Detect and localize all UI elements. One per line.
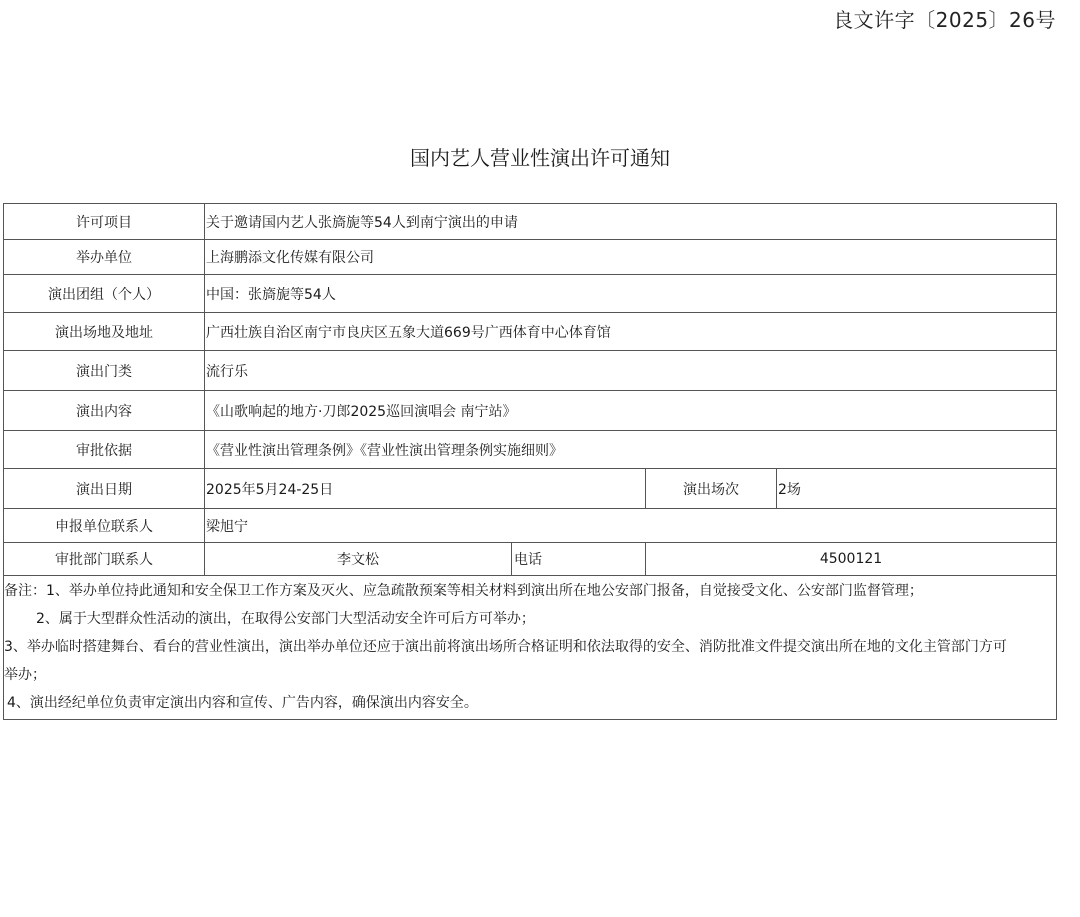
- organizer-value: 上海鹏添文化传媒有限公司: [206, 250, 374, 266]
- date-value: 2025年5月24-25日: [205, 469, 646, 508]
- shows-value: 2场: [778, 481, 801, 498]
- row-permit-item: [4, 204, 1056, 240]
- note-2: 2、属于大型群众性活动的演出，在取得公安部门大型活动安全许可后方可举办；: [36, 611, 535, 627]
- note-1: 备注：1、举办单位持此通知和安全保卫工作方案及灭火、应急疏散预案等相关材料到演出所在地公安部门报备，自觉接受文化、公安部门监督管理；: [4, 583, 923, 599]
- note-3: 3、举办临时搭建舞台、看台的营业性演出，演出举办单位还应于演出前将演出场所合格证明和依法取得的安全、消防批准文件提交演出所在地的文化主管部门方可: [4, 639, 1007, 655]
- row-basis: [4, 431, 1056, 469]
- approver-contact-label: 审批部门联系人: [4, 543, 205, 575]
- content-value: 《山歌响起的地方·刀郎2025巡回演唱会 南宁站》: [206, 403, 517, 420]
- venue-value: 广西壮族自治区南宁市良庆区五象大道669号广西体育中心体育馆: [206, 324, 611, 341]
- shows-label: 演出场次: [646, 469, 777, 508]
- category-value: 流行乐: [206, 363, 248, 380]
- row-approver-contact: [4, 543, 1056, 575]
- date-label: 演出日期: [4, 469, 205, 508]
- notes-section: [3, 576, 1057, 720]
- phone-value: 4500121: [819, 551, 883, 567]
- row-venue: [4, 313, 1056, 351]
- note-4: 4、演出经纪单位负责审定演出内容和宣传、广告内容，确保演出内容安全。: [7, 695, 478, 711]
- content-label: 演出内容: [4, 391, 205, 430]
- permit-item-value: 关于邀请国内艺人张旖旎等54人到南宁演出的申请: [206, 214, 518, 231]
- troupe-value: 中国：张旖旎等54人: [206, 286, 336, 303]
- basis-value: 《营业性演出管理条例》《营业性演出管理条例实施细则》: [206, 442, 563, 459]
- venue-label: 演出场地及地址: [4, 313, 205, 350]
- phone-label: 电话: [512, 543, 646, 575]
- permit-table: [3, 203, 1057, 576]
- category-label: 演出门类: [4, 351, 205, 390]
- applicant-contact-value: 梁旭宁: [206, 518, 248, 535]
- row-troupe: [4, 275, 1056, 313]
- row-applicant-contact: [4, 509, 1056, 543]
- row-content: [4, 391, 1056, 431]
- organizer-label: 举办单位: [4, 240, 205, 274]
- applicant-contact-label: 申报单位联系人: [4, 509, 205, 542]
- document-number: 良文许字〔2025〕26号: [833, 8, 1056, 32]
- permit-item-label: 许可项目: [4, 204, 205, 239]
- basis-label: 审批依据: [4, 431, 205, 468]
- row-date: [4, 469, 1056, 509]
- row-organizer: [4, 240, 1056, 275]
- troupe-label: 演出团组（个人）: [4, 275, 205, 312]
- note-3-continued: 举办；: [4, 667, 46, 683]
- row-category: [4, 351, 1056, 391]
- page-title: 国内艺人营业性演出许可通知: [410, 146, 670, 170]
- approver-contact-name: 李文松: [205, 543, 512, 575]
